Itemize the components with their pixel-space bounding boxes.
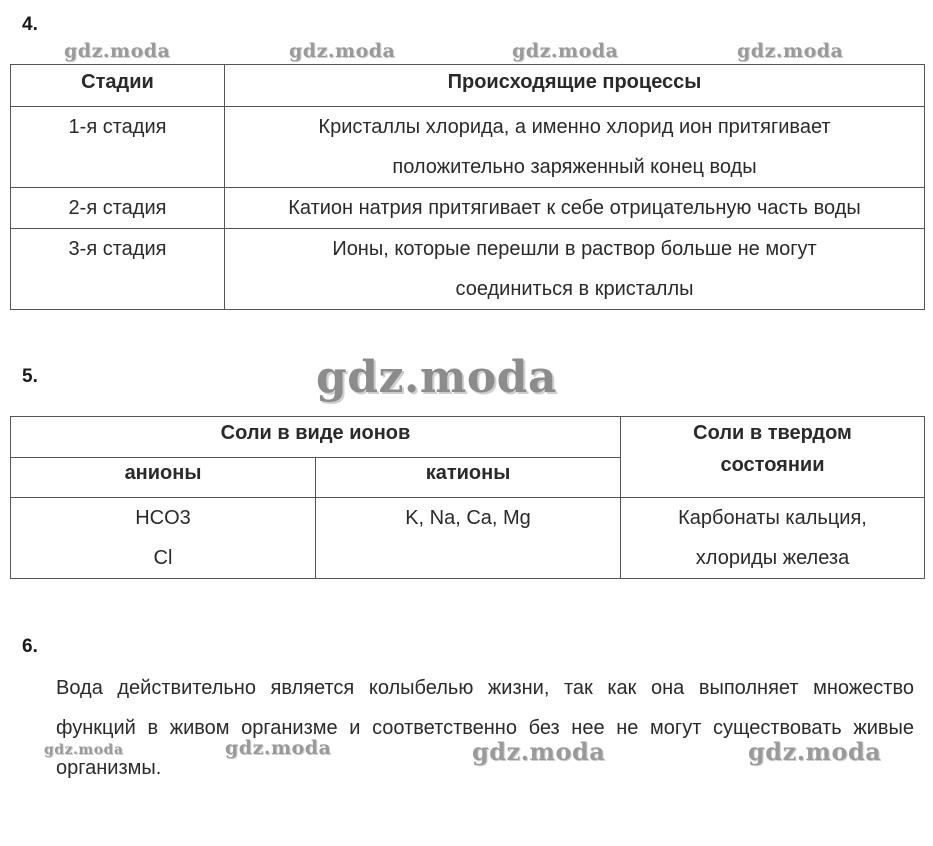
table-header-row bbox=[11, 417, 925, 458]
stages-table bbox=[10, 64, 925, 310]
watermark: gdz.moda bbox=[64, 40, 171, 62]
header-processes: Происходящие процессы bbox=[225, 65, 925, 107]
answer-paragraph: Вода действительно является колыбелью жизни, так как она выполняет множество функций в живом организме и соответственно без нее не могут существовать живые организмы. bbox=[56, 677, 914, 779]
stage-cell: 1-я стадия bbox=[11, 107, 225, 188]
task-number-4: 4. bbox=[22, 14, 38, 35]
header-salts-ions: Соли в виде ионов bbox=[11, 417, 621, 458]
process-cell bbox=[225, 229, 925, 310]
process-line: Кристаллы хлорида, а именно хлорид ион притягивает bbox=[318, 116, 831, 138]
header-line: состоянии bbox=[720, 454, 825, 476]
table-row bbox=[11, 229, 925, 310]
process-line: Катион натрия притягивает к себе отрицательную часть воды bbox=[288, 197, 861, 219]
solid-salt-line: хлориды железа bbox=[695, 547, 850, 569]
header-salts-solid bbox=[621, 417, 925, 498]
watermark: gdz.moda bbox=[316, 352, 558, 403]
stage-cell: 2-я стадия bbox=[11, 188, 225, 229]
subheader-anions: анионы bbox=[11, 458, 316, 498]
watermark: gdz.moda bbox=[225, 737, 332, 759]
header-line: Соли в твердом bbox=[693, 422, 852, 444]
table-header-row bbox=[11, 65, 925, 107]
cations-cell: K, Na, Ca, Mg bbox=[316, 498, 621, 579]
process-line: соединиться в кристаллы bbox=[455, 278, 694, 300]
anion: HCO3 bbox=[135, 507, 191, 529]
table-row bbox=[11, 107, 925, 188]
process-line: Ионы, которые перешли в раствор больше не могут bbox=[332, 238, 817, 260]
header-stages: Стадии bbox=[11, 65, 225, 107]
watermark: gdz.moda bbox=[472, 737, 606, 766]
stage-cell: 3-я стадия bbox=[11, 229, 225, 310]
table-row bbox=[11, 498, 925, 579]
watermark: gdz.moda bbox=[737, 40, 844, 62]
watermark: gdz.moda bbox=[289, 40, 396, 62]
watermark: gdz.moda bbox=[748, 737, 882, 766]
watermark: gdz.moda bbox=[44, 742, 124, 758]
salts-table bbox=[10, 416, 925, 579]
anion: Cl bbox=[153, 547, 173, 569]
solid-salts-cell bbox=[621, 498, 925, 579]
task-number-6: 6. bbox=[22, 636, 38, 657]
task-number-5: 5. bbox=[22, 366, 38, 387]
subheader-cations: катионы bbox=[316, 458, 621, 498]
anions-cell bbox=[11, 498, 316, 579]
process-cell bbox=[225, 188, 925, 229]
process-cell bbox=[225, 107, 925, 188]
solid-salt-line: Карбонаты кальция, bbox=[678, 507, 867, 529]
table-row bbox=[11, 188, 925, 229]
watermark: gdz.moda bbox=[512, 40, 619, 62]
process-line: положительно заряженный конец воды bbox=[392, 156, 757, 178]
